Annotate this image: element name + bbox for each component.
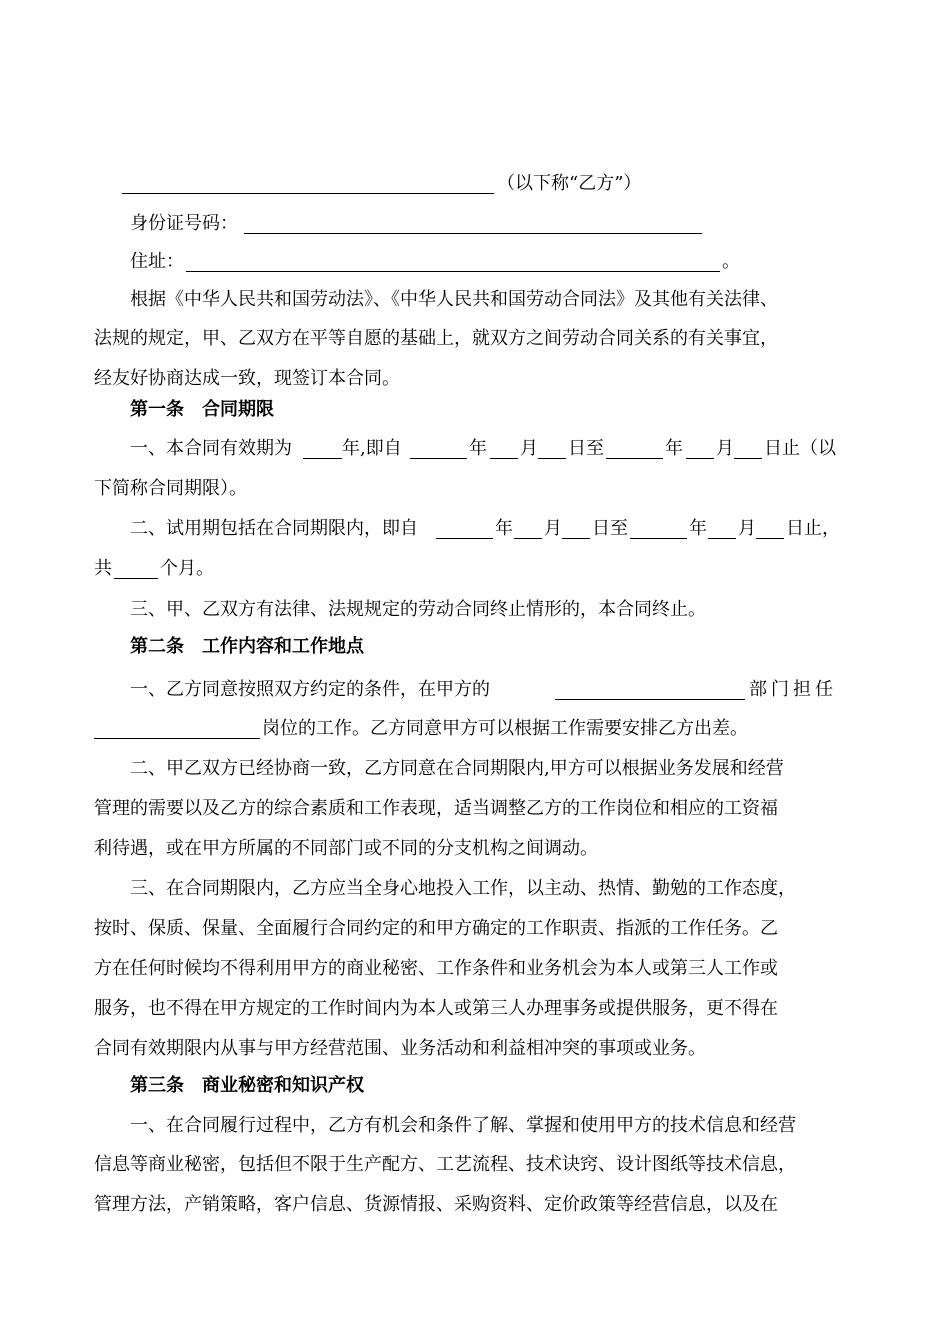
article-3-heading-text: 第三条 商业秘密和知识产权: [130, 1075, 364, 1096]
article-2-clause-3-line-4: [0, 994, 950, 1024]
end-year-blank: [606, 434, 663, 459]
adjust-text-1: 二、甲乙双方已经协商一致，乙方同意在合同期限内,甲方可以根据业务发展和经营: [130, 758, 784, 779]
term-text-9: 下简称合同期限）。: [94, 478, 247, 499]
probation-start-year-blank: [436, 514, 493, 539]
party-b-line: [0, 169, 950, 199]
term-text-1: 一、本合同有效期为: [130, 438, 292, 459]
termination-text: 三、甲、乙双方有法律、法规规定的劳动合同终止情形的，本合同终止。: [130, 599, 706, 620]
term-text-3: 年: [469, 438, 487, 459]
article-1-clause-2-line-1: [0, 514, 950, 544]
department-blank: [555, 675, 745, 700]
duty-text-2: 按时、保质、保量、全面履行合同约定的和甲方确定的工作职责、指派的工作任务。乙: [94, 918, 778, 939]
position-blank: [94, 714, 260, 739]
term-text-8: 日止（以: [764, 438, 836, 459]
term-years-blank: [303, 434, 342, 459]
address-line: [0, 247, 950, 277]
id-number-line: [0, 209, 950, 239]
article-2-clause-2-line-1: [0, 754, 950, 784]
article-3-clause-1-line-3: [0, 1190, 950, 1220]
secret-text-1: 一、在合同履行过程中，乙方有机会和条件了解、掌握和使用甲方的技术信息和经营: [130, 1115, 796, 1136]
duty-text-5: 合同有效期限内从事与甲方经营范围、业务活动和利益相冲突的事项或业务。: [94, 1038, 706, 1059]
address-label: 住址：: [130, 251, 184, 272]
article-3-heading: [0, 1071, 950, 1101]
article-2-clause-3-line-2: [0, 914, 950, 944]
term-text-4: 月: [520, 438, 538, 459]
preamble-line-1: [0, 285, 950, 315]
address-blank: [186, 247, 720, 272]
article-1-clause-2-line-2: [0, 554, 950, 584]
article-2-clause-3-line-3: [0, 954, 950, 984]
preamble-line-3: [0, 364, 950, 394]
article-1-heading-text: 第一条 合同期限: [130, 399, 274, 420]
preamble-line-2: [0, 324, 950, 354]
start-year-blank: [410, 434, 467, 459]
duty-text-4: 服务，也不得在甲方规定的工作时间内为本人或第三人办理事务或提供服务，更不得在: [94, 998, 778, 1019]
adjust-text-2: 管理的需要以及乙方的综合素质和工作表现，适当调整乙方的工作岗位和相应的工资福: [94, 798, 778, 819]
preamble-text-2: 法规的规定，甲、乙双方在平等自愿的基础上，就双方之间劳动合同关系的有关事宜，: [94, 328, 778, 349]
probation-text-5: 年: [689, 518, 707, 539]
article-2-heading: [0, 632, 950, 662]
party-b-suffix: （以下称“乙方”）: [497, 173, 642, 194]
job-text-3: 岗位的工作。乙方同意甲方可以根据工作需要安排乙方出差。: [262, 718, 748, 739]
probation-start-month-blank: [514, 514, 542, 539]
probation-start-day-blank: [562, 514, 590, 539]
probation-end-year-blank: [630, 514, 687, 539]
preamble-text-1: 根据《中华人民共和国劳动法》、《中华人民共和国劳动合同法》及其他有关法律、: [130, 289, 778, 310]
article-3-clause-1-line-2: [0, 1150, 950, 1180]
term-text-2: 年,即自: [342, 438, 402, 459]
article-2-clause-1-line-1: [0, 675, 950, 705]
duty-text-1: 三、在合同期限内，乙方应当全身心地投入工作，以主动、热情、勤勉的工作态度，: [130, 878, 796, 899]
party-b-name-blank: [122, 169, 494, 194]
term-text-5: 日至: [568, 438, 604, 459]
start-month-blank: [490, 434, 518, 459]
article-2-clause-2-line-3: [0, 834, 950, 864]
article-2-clause-3-line-1: [0, 874, 950, 904]
probation-text-4: 日至: [592, 518, 628, 539]
article-1-heading: [0, 395, 950, 425]
probation-text-9: 个月。: [160, 558, 214, 579]
end-day-blank: [734, 434, 762, 459]
term-text-6: 年: [665, 438, 683, 459]
probation-end-day-blank: [756, 514, 784, 539]
adjust-text-3: 利待遇，或在甲方所属的不同部门或不同的分支机构之间调动。: [94, 838, 598, 859]
probation-text-1: 二、试用期包括在合同期限内，即自: [130, 518, 418, 539]
article-3-clause-1-line-1: [0, 1111, 950, 1141]
job-text-1: 一、乙方同意按照双方约定的条件，在甲方的: [130, 679, 490, 700]
article-2-heading-text: 第二条 工作内容和工作地点: [130, 636, 364, 657]
id-number-blank: [244, 209, 702, 234]
probation-months-blank: [114, 554, 158, 579]
article-2-clause-2-line-2: [0, 794, 950, 824]
article-2-clause-1-line-2: [0, 714, 950, 744]
start-day-blank: [538, 434, 566, 459]
secret-text-2: 信息等商业秘密，包括但不限于生产配方、工艺流程、技术诀窍、设计图纸等技术信息，: [94, 1154, 796, 1175]
id-number-label: 身份证号码：: [130, 213, 238, 234]
secret-text-3: 管理方法，产销策略，客户信息、货源情报、采购资料、定价政策等经营信息，以及在: [94, 1194, 778, 1215]
job-text-2: 部门担任: [749, 679, 837, 700]
probation-text-6: 月: [738, 518, 756, 539]
probation-end-month-blank: [708, 514, 736, 539]
probation-text-2: 年: [495, 518, 513, 539]
duty-text-3: 方在任何时候均不得利用甲方的商业秘密、工作条件和业务机会为本人或第三人工作或: [94, 958, 778, 979]
article-1-clause-1-line-2: [0, 474, 950, 504]
probation-text-8: 共: [94, 558, 112, 579]
article-1-clause-1-line-1: [0, 434, 950, 464]
term-text-7: 月: [716, 438, 734, 459]
article-1-clause-3: [0, 595, 950, 625]
end-month-blank: [686, 434, 714, 459]
article-2-clause-3-line-5: [0, 1034, 950, 1064]
address-end: 。: [722, 251, 740, 272]
probation-text-3: 月: [544, 518, 562, 539]
probation-text-7: 日止，: [786, 518, 840, 539]
preamble-text-3: 经友好协商达成一致，现签订本合同。: [94, 368, 400, 389]
